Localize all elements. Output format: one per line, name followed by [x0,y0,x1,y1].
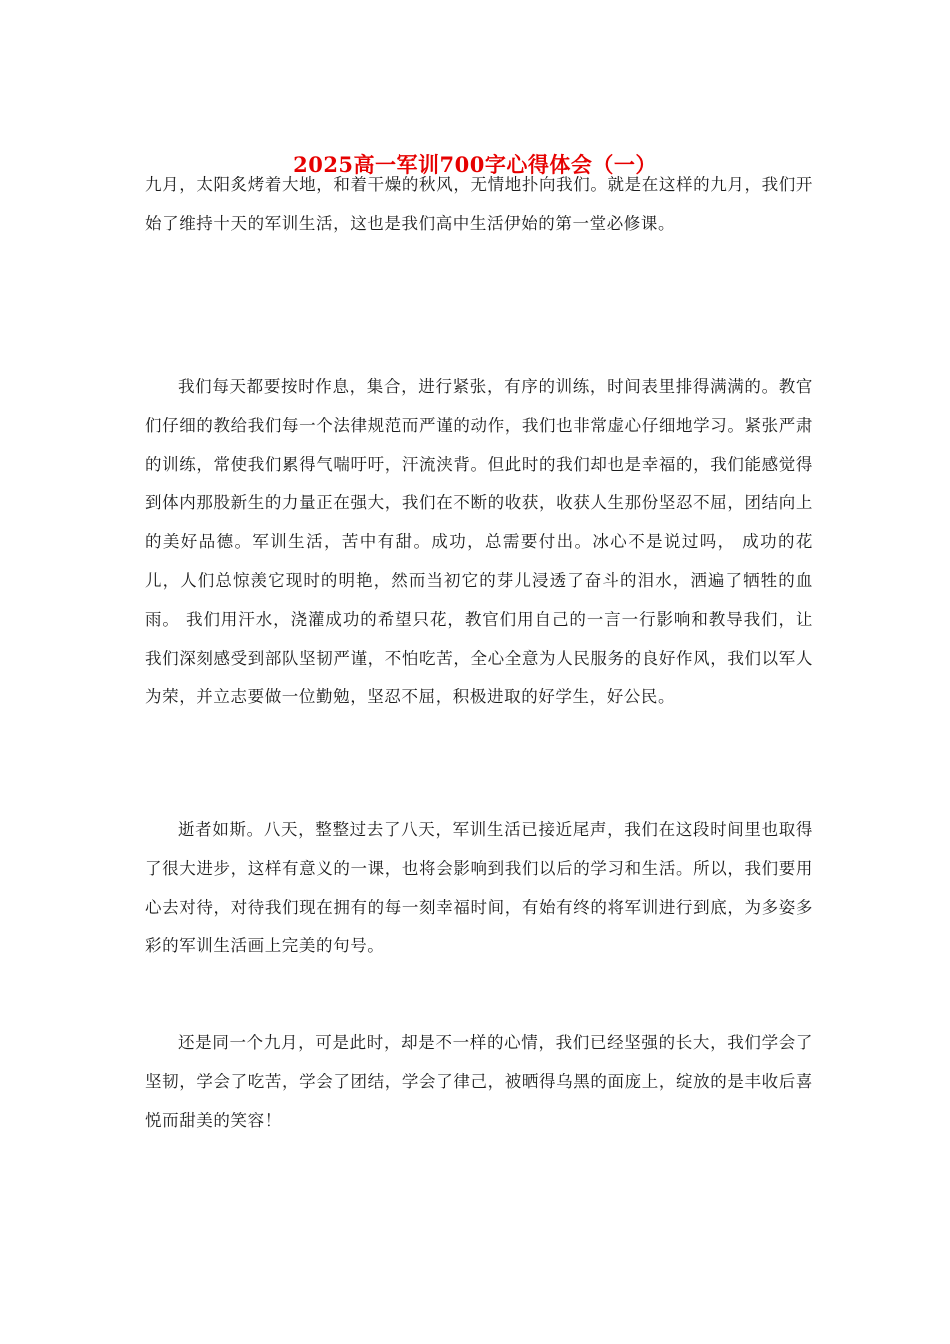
paragraph-4: 还是同一个九月，可是此时，却是不一样的心情，我们已经坚强的长大，我们学会了坚韧，学会了吃苦，学会了团结，学会了律己，被晒得乌黑的面庞上，绽放的是丰收后喜悦而甜美的笑容！ [145,1033,813,1130]
paragraph-2: 我们每天都要按时作息，集合，进行紧张，有序的训练，时间表里排得满满的。教官们仔细的教给我们每一个法律规范而严谨的动作，我们也非常虚心仔细地学习。紧张严肃的训练，常使我们累得气喘吁吁，汗流浃背。但此时的我们却也是幸福的，我们能感觉得到体内那股新生的力量正在强大，我们在不断的收获，收获人生那份坚忍不屈，团结向上的美好品德。军训生活，苦中有甜。成功，总需要付出。冰心不是说过吗， 成功的花儿，人们总惊羡它现时的明艳，然而当初它的芽儿浸透了奋斗的泪水，洒遍了牺牲的血雨。 我们用汗水，浇灌成功的希望只花，教官们用自己的一言一行影响和教导我们，让我们深刻感受到部队坚韧严谨，不怕吃苦，全心全意为人民服务的良好作风，我们以军人为荣，并立志要做一位勤勉，坚忍不屈，积极进取的好学生，好公民。 [145,377,813,707]
paragraph-3: 逝者如斯。八天，整整过去了八天，军训生活已接近尾声，我们在这段时间里也取得了很大进步，这样有意义的一课，也将会影响到我们以后的学习和生活。所以，我们要用心去对待，对待我们现在拥有的每一刻幸福时间，有始有终的将军训进行到底，为多姿多彩的军训生活画上完美的句号。 [145,820,813,956]
page-title: 2025高一军训700字心得体会（一） [293,152,657,177]
paragraph-1: 九月，太阳炙烤着大地，和着干燥的秋风，无情地扑向我们。就是在这样的九月，我们开始了维持十天的军训生活，这也是我们高中生活伊始的第一堂必修课。 [145,175,813,233]
